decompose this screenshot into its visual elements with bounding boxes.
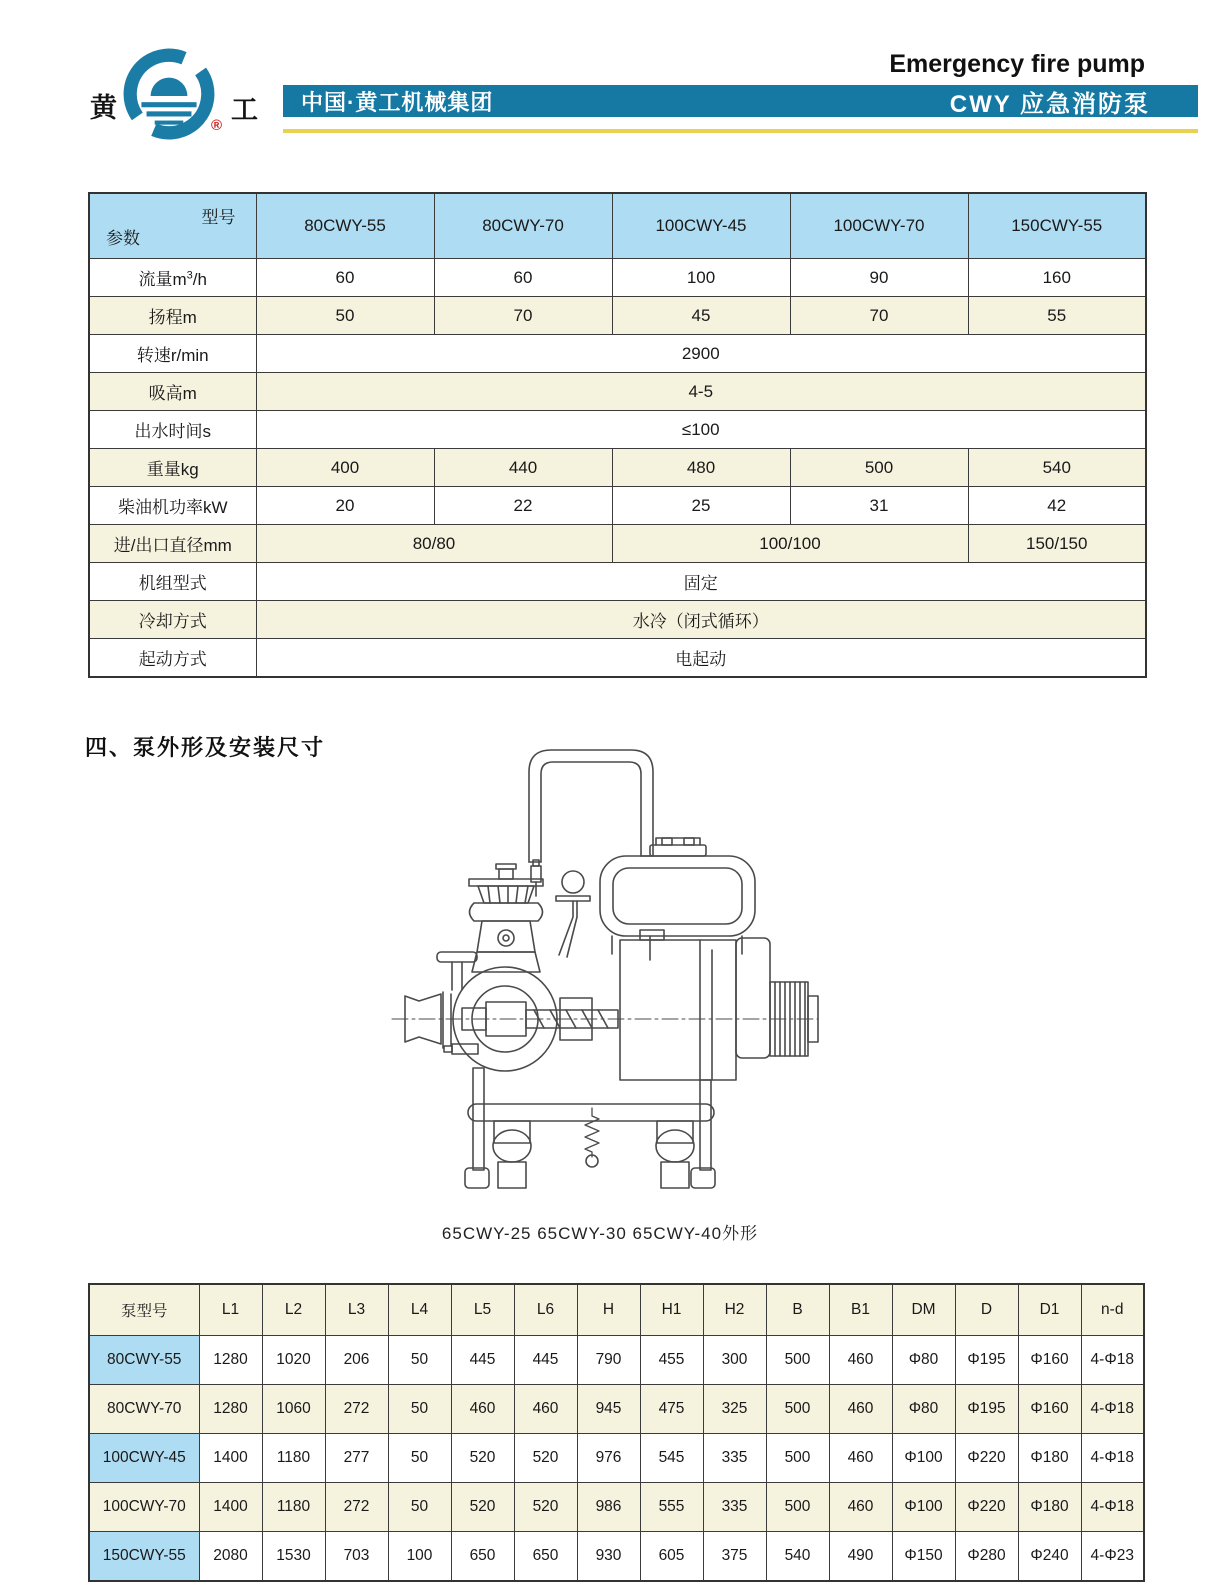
dim-value-cell: 335 bbox=[703, 1434, 766, 1483]
dim-value-cell: 445 bbox=[514, 1336, 577, 1385]
dim-value-cell: 4-Φ23 bbox=[1081, 1532, 1144, 1582]
dim-value-cell: 650 bbox=[451, 1532, 514, 1582]
model-header-cell: 150CWY-55 bbox=[968, 193, 1146, 259]
dim-header-row bbox=[89, 1284, 1144, 1336]
dim-value-cell: Φ160 bbox=[1018, 1336, 1081, 1385]
dim-value-cell: 1400 bbox=[199, 1434, 262, 1483]
model-header-cell: 80CWY-55 bbox=[256, 193, 434, 259]
value-cell: 70 bbox=[434, 297, 612, 335]
dim-value-cell: 930 bbox=[577, 1532, 640, 1582]
dim-row bbox=[89, 1483, 1144, 1532]
dim-value-cell: 1280 bbox=[199, 1385, 262, 1434]
logo-left-character: 黄 bbox=[90, 93, 117, 123]
spec-row bbox=[89, 411, 1146, 449]
model-header-cell: 100CWY-45 bbox=[612, 193, 790, 259]
dim-value-cell: 325 bbox=[703, 1385, 766, 1434]
dim-value-cell: 1180 bbox=[262, 1483, 325, 1532]
dim-header-cell: L1 bbox=[199, 1284, 262, 1336]
value-cell: 22 bbox=[434, 487, 612, 525]
dim-value-cell: 976 bbox=[577, 1434, 640, 1483]
dim-value-cell: 545 bbox=[640, 1434, 703, 1483]
dim-value-cell: Φ220 bbox=[955, 1434, 1018, 1483]
dim-value-cell: Φ100 bbox=[892, 1483, 955, 1532]
dim-header-cell: B1 bbox=[829, 1284, 892, 1336]
superscript: 3 bbox=[186, 269, 193, 282]
value-cell: 500 bbox=[790, 449, 968, 487]
company-name: 中国·黄工机械集团 bbox=[301, 89, 494, 115]
pump-model-cell: 80CWY-55 bbox=[89, 1336, 199, 1385]
dim-value-cell: 650 bbox=[514, 1532, 577, 1582]
dim-value-cell: 50 bbox=[388, 1336, 451, 1385]
dim-value-cell: 500 bbox=[766, 1336, 829, 1385]
value-cell: 电起动 bbox=[256, 639, 1146, 678]
dim-value-cell: 300 bbox=[703, 1336, 766, 1385]
dim-value-cell: 520 bbox=[451, 1483, 514, 1532]
dim-header-cell: DM bbox=[892, 1284, 955, 1336]
parameter-label-cell: 起动方式 bbox=[89, 639, 256, 678]
dim-value-cell: 4-Φ18 bbox=[1081, 1483, 1144, 1532]
value-cell: 45 bbox=[612, 297, 790, 335]
dim-header-cell: L2 bbox=[262, 1284, 325, 1336]
dim-row bbox=[89, 1532, 1144, 1582]
pump-model-cell: 100CWY-45 bbox=[89, 1434, 199, 1483]
value-cell: 55 bbox=[968, 297, 1146, 335]
dim-value-cell: 375 bbox=[703, 1532, 766, 1582]
dim-value-cell: 500 bbox=[766, 1483, 829, 1532]
dim-value-cell: 460 bbox=[829, 1385, 892, 1434]
dim-header-cell: B bbox=[766, 1284, 829, 1336]
spec-row bbox=[89, 563, 1146, 601]
value-cell: 20 bbox=[256, 487, 434, 525]
dim-value-cell: 520 bbox=[514, 1434, 577, 1483]
dim-value-cell: Φ180 bbox=[1018, 1434, 1081, 1483]
dim-value-cell: Φ80 bbox=[892, 1385, 955, 1434]
dim-value-cell: 500 bbox=[766, 1434, 829, 1483]
spec-row bbox=[89, 639, 1146, 678]
value-cell: 50 bbox=[256, 297, 434, 335]
dim-value-cell: 490 bbox=[829, 1532, 892, 1582]
dim-value-cell: 460 bbox=[829, 1483, 892, 1532]
dim-value-cell: 1180 bbox=[262, 1434, 325, 1483]
dim-value-cell: 277 bbox=[325, 1434, 388, 1483]
dim-value-cell: 460 bbox=[514, 1385, 577, 1434]
dim-value-cell: 50 bbox=[388, 1434, 451, 1483]
spec-row bbox=[89, 335, 1146, 373]
dim-header-cell: D bbox=[955, 1284, 1018, 1336]
dim-value-cell: 540 bbox=[766, 1532, 829, 1582]
value-cell: 150/150 bbox=[968, 525, 1146, 563]
dim-row bbox=[89, 1434, 1144, 1483]
dim-value-cell: 1060 bbox=[262, 1385, 325, 1434]
dim-header-cell: H bbox=[577, 1284, 640, 1336]
dim-value-cell: Φ195 bbox=[955, 1385, 1018, 1434]
value-cell: 80/80 bbox=[256, 525, 612, 563]
dim-header-cell: H1 bbox=[640, 1284, 703, 1336]
spec-table bbox=[88, 192, 1147, 678]
value-cell: 100 bbox=[612, 259, 790, 297]
parameter-label-cell: 柴油机功率kW bbox=[89, 487, 256, 525]
dim-header-cell: D1 bbox=[1018, 1284, 1081, 1336]
dim-value-cell: 272 bbox=[325, 1385, 388, 1434]
dim-value-cell: Φ195 bbox=[955, 1336, 1018, 1385]
dim-value-cell: 460 bbox=[451, 1385, 514, 1434]
value-cell: 31 bbox=[790, 487, 968, 525]
dim-value-cell: Φ180 bbox=[1018, 1483, 1081, 1532]
value-cell: 60 bbox=[256, 259, 434, 297]
model-header-cell: 80CWY-70 bbox=[434, 193, 612, 259]
value-cell: 480 bbox=[612, 449, 790, 487]
value-cell: 100/100 bbox=[612, 525, 968, 563]
product-title-en: Emergency fire pump bbox=[889, 50, 1145, 78]
value-cell: 540 bbox=[968, 449, 1146, 487]
dimension-table bbox=[88, 1283, 1145, 1582]
dim-value-cell: 50 bbox=[388, 1385, 451, 1434]
dim-value-cell: 605 bbox=[640, 1532, 703, 1582]
dim-value-cell: 1530 bbox=[262, 1532, 325, 1582]
dim-value-cell: 4-Φ18 bbox=[1081, 1434, 1144, 1483]
parameter-label-cell: 扬程m bbox=[89, 297, 256, 335]
value-cell: 400 bbox=[256, 449, 434, 487]
product-title-zh: CWY 应急消防泵 bbox=[949, 90, 1150, 118]
pump-diagram bbox=[380, 730, 820, 1192]
value-cell: 固定 bbox=[256, 563, 1146, 601]
spec-row bbox=[89, 487, 1146, 525]
parameter-label-cell: 转速r/min bbox=[89, 335, 256, 373]
dim-value-cell: Φ80 bbox=[892, 1336, 955, 1385]
parameter-label-cell: 吸高m bbox=[89, 373, 256, 411]
dim-value-cell: 455 bbox=[640, 1336, 703, 1385]
dim-value-cell: 1280 bbox=[199, 1336, 262, 1385]
spec-row bbox=[89, 601, 1146, 639]
value-cell: 70 bbox=[790, 297, 968, 335]
value-cell: ≤100 bbox=[256, 411, 1146, 449]
spec-row bbox=[89, 373, 1146, 411]
section-title: 四、泵外形及安装尺寸 bbox=[85, 735, 326, 760]
dim-value-cell: 520 bbox=[451, 1434, 514, 1483]
dim-value-cell: 1020 bbox=[262, 1336, 325, 1385]
pump-model-cell: 100CWY-70 bbox=[89, 1483, 199, 1532]
dim-value-cell: 520 bbox=[514, 1483, 577, 1532]
spec-header-row bbox=[89, 193, 1146, 259]
parameter-label-cell: 冷却方式 bbox=[89, 601, 256, 639]
dim-value-cell: Φ240 bbox=[1018, 1532, 1081, 1582]
dim-value-cell: 4-Φ18 bbox=[1081, 1336, 1144, 1385]
registered-trademark-icon: ® bbox=[211, 117, 223, 134]
spec-row bbox=[89, 449, 1146, 487]
dimension-table-body bbox=[89, 1284, 1144, 1581]
value-cell: 60 bbox=[434, 259, 612, 297]
dim-header-cell: n-d bbox=[1081, 1284, 1144, 1336]
dim-value-cell: 2080 bbox=[199, 1532, 262, 1582]
dim-value-cell: 500 bbox=[766, 1385, 829, 1434]
dim-value-cell: Φ150 bbox=[892, 1532, 955, 1582]
value-cell: 水冷（闭式循环） bbox=[256, 601, 1146, 639]
value-cell: 2900 bbox=[256, 335, 1146, 373]
pump-model-cell: 80CWY-70 bbox=[89, 1385, 199, 1434]
spec-table-body bbox=[89, 193, 1146, 677]
corner-cell bbox=[89, 193, 256, 259]
dim-value-cell: 460 bbox=[829, 1434, 892, 1483]
dim-value-cell: 460 bbox=[829, 1336, 892, 1385]
company-logo-icon bbox=[121, 46, 217, 142]
logo-right-character: 工 bbox=[231, 95, 258, 125]
value-cell: 90 bbox=[790, 259, 968, 297]
pump-model-cell: 150CWY-55 bbox=[89, 1532, 199, 1582]
dim-header-cell: L4 bbox=[388, 1284, 451, 1336]
header-banner bbox=[283, 85, 1198, 117]
dim-value-cell: Φ100 bbox=[892, 1434, 955, 1483]
dim-value-cell: Φ160 bbox=[1018, 1385, 1081, 1434]
parameter-label-cell: 进/出口直径mm bbox=[89, 525, 256, 563]
dim-value-cell: 4-Φ18 bbox=[1081, 1385, 1144, 1434]
dim-header-cell: L5 bbox=[451, 1284, 514, 1336]
parameter-label-cell: 机组型式 bbox=[89, 563, 256, 601]
dim-header-cell: H2 bbox=[703, 1284, 766, 1336]
corner-label-model: 型号 bbox=[201, 208, 236, 227]
dim-value-cell: 335 bbox=[703, 1483, 766, 1532]
model-header-cell: 100CWY-70 bbox=[790, 193, 968, 259]
spec-row bbox=[89, 259, 1146, 297]
value-cell: 160 bbox=[968, 259, 1146, 297]
value-cell: 42 bbox=[968, 487, 1146, 525]
dim-value-cell: 945 bbox=[577, 1385, 640, 1434]
figure-caption: 65CWY-25 65CWY-30 65CWY-40外形 bbox=[441, 1224, 759, 1243]
dim-value-cell: 986 bbox=[577, 1483, 640, 1532]
dim-row bbox=[89, 1336, 1144, 1385]
dim-value-cell: 50 bbox=[388, 1483, 451, 1532]
dim-header-cell: 泵型号 bbox=[89, 1284, 199, 1336]
value-cell: 440 bbox=[434, 449, 612, 487]
parameter-label-cell: 重量kg bbox=[89, 449, 256, 487]
dim-header-cell: L6 bbox=[514, 1284, 577, 1336]
dim-value-cell: 1400 bbox=[199, 1483, 262, 1532]
dim-value-cell: 790 bbox=[577, 1336, 640, 1385]
parameter-label-cell: 出水时间s bbox=[89, 411, 256, 449]
accent-rule bbox=[283, 129, 1198, 133]
dim-value-cell: 206 bbox=[325, 1336, 388, 1385]
spec-row bbox=[89, 525, 1146, 563]
dim-value-cell: 100 bbox=[388, 1532, 451, 1582]
parameter-label-cell: 流量$m^3/h$ bbox=[89, 259, 256, 297]
dim-value-cell: 703 bbox=[325, 1532, 388, 1582]
dim-value-cell: 445 bbox=[451, 1336, 514, 1385]
dim-value-cell: 555 bbox=[640, 1483, 703, 1532]
dim-value-cell: Φ220 bbox=[955, 1483, 1018, 1532]
value-cell: 4-5 bbox=[256, 373, 1146, 411]
value-cell: 25 bbox=[612, 487, 790, 525]
spec-row bbox=[89, 297, 1146, 335]
corner-label-parameter: 参数 bbox=[106, 229, 140, 248]
dim-value-cell: 475 bbox=[640, 1385, 703, 1434]
dim-header-cell: L3 bbox=[325, 1284, 388, 1336]
dim-value-cell: 272 bbox=[325, 1483, 388, 1532]
dim-row bbox=[89, 1385, 1144, 1434]
dim-value-cell: Φ280 bbox=[955, 1532, 1018, 1582]
